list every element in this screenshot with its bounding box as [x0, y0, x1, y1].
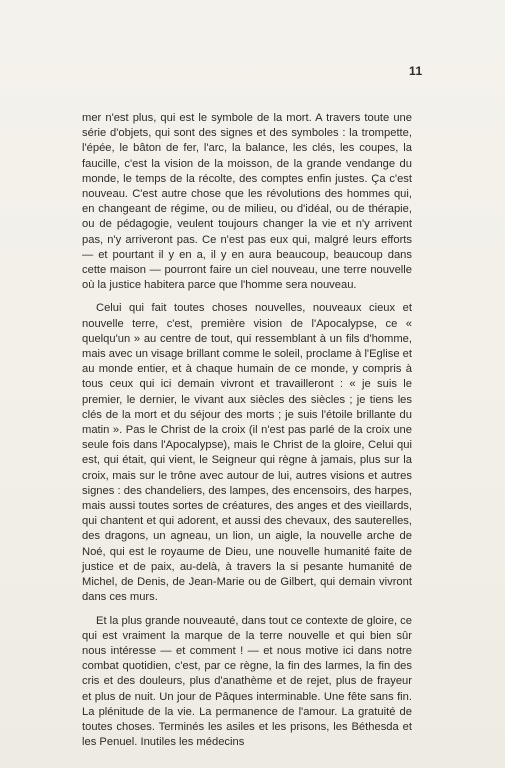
page-number: 11 — [409, 64, 423, 78]
paragraph-3: Et la plus grande nouveauté, dans tout ce contexte de gloire, ce qui est vraiment la marque de la terre nouvelle et qui bien sûr nous intéresse — et comment ! — et nous motive ici dans notre combat quotidien, c'est, par ce règne, la fin des larmes, la fin des cris et des douleurs, plus d'anathème et de rejet, plus de frayeur et plus de nuit. Un jour de Pâques interminable. Une fête sans fin. La plénitude de la vie. La permanence de l'amour. La gratuité de toutes choses. Terminés les asiles et les prisons, les Béthesda et les Penuel. Inutiles les médecins — [82, 614, 412, 749]
paragraph-1: mer n'est plus, qui est le symbole de la mort. A travers toute une série d'objets, qui sont des signes et des symboles : la trompette, l'épée, le bâton de fer, l'arc, la balance, les clés, les coupes, la faucille, c'est la vision de la moisson, de la grande vendange du monde, le temps de la récolte, des comptes enfin justes. Ça c'est nouveau. C'est autre chose que les révolutions des hommes qui, en changeant de régime, ou de milieu, ou d'idéal, ou de thérapie, ou de pédagogie, veulent toujours changer la vie et n'y arrivent pas, n'y arriveront pas. Ce n'est pas eux qui, malgré leurs efforts — et pourtant il y en a, il y en aura beaucoup, beaucoup dans cette maison — pourront faire un ciel nouveau, une terre nouvelle où la justice habitera parce que l'homme sera nouveau. — [82, 112, 412, 292]
paragraph-2: Celui qui fait toutes choses nouvelles, nouveaux cieux et nouvelle terre, c'est, première vision de l'Apocalypse, ce « quelqu'un » au centre de tout, qui ressemblant à un fils d'homme, mais avec un visage brillant comme le soleil, proclame à l'Eglise et au monde entier, et à chaque humain de ce monde, y compris à tous ceux qui ici demain vivront et travailleront : « je suis le premier, le dernier, le vivant aux siècles des siècles ; je tiens les clés de la mort et du séjour des morts ; je suis l'étoile brillante du matin ». Pas le Christ de la croix (il n'est pas parlé de la croix une seule fois dans l'Apocalypse), mais le Christ de la gloire, Celui qui est, qui était, qui vient, le Seigneur qui règne à jamais, plus sur la croix, mais sur le trône avec autour de lui, autres visions et autres signes : des chandeliers, des lampes, des encensoirs, des harpes, mais aussi toutes sortes de créatures, des anges et des vieillards, qui chantent et qui adorent, et aussi des chevaux, des sauterelles, des dragons, un agneau, un lion, un aigle, la nouvelle arche de Noé, qui est le royaume de Dieu, une nouvelle humanité faite de justice et de paix, au-delà, à travers la si pesante humanité de Michel, de Denis, de Jean-Marie ou de Gilbert, qui demain vivront dans ces murs. — [82, 302, 412, 604]
body-text — [82, 111, 412, 750]
